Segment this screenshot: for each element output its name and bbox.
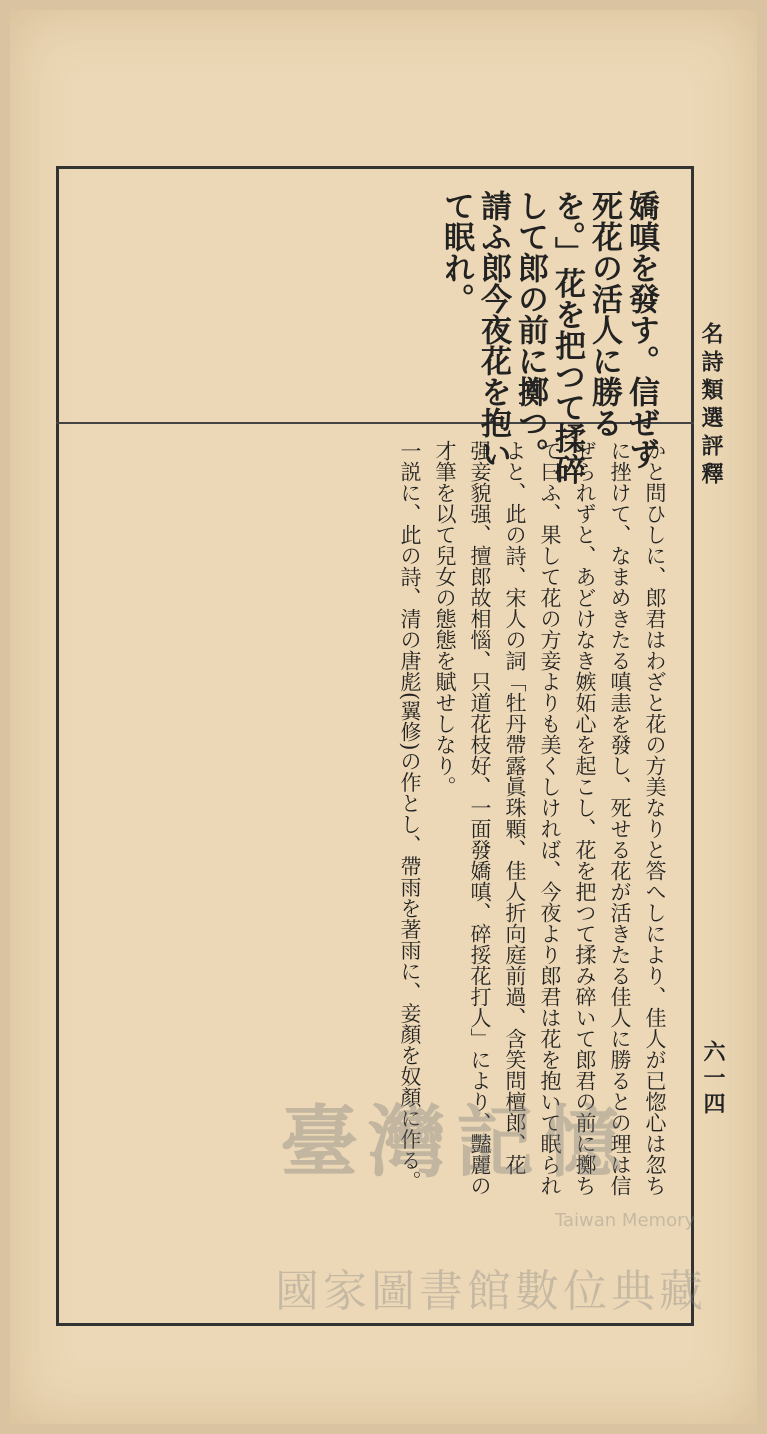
watermark-english: Taiwan Memory: [555, 1210, 696, 1231]
commentary-line: かと問ひしに、郎君はわざと花の方美なりと答へしにより、佳人が已惚心は忽ち: [643, 440, 667, 1196]
commentary-line: 才筆を以て兒女の態態を賦せしなり。: [433, 440, 457, 797]
poem-line: 嬌嗔を發す。信ぜず: [623, 190, 659, 469]
poem-line: を。」花を把つて揉碎: [549, 190, 585, 485]
commentary-line: に挫けて、なまめきたる嗔恚を發し、死せる花が活きたる佳人に勝るとの理は信: [608, 440, 632, 1196]
page-number: 六一四: [700, 1040, 726, 1118]
commentary-line: て曰ふ、果して花の方妾よりも美くしければ、今夜より郎君は花を抱いて眠られ: [538, 440, 562, 1196]
library-stamp-logo: [280, 1080, 632, 1192]
commentary-line: よと、此の詩、宋人の詞「牡丹帶露眞珠顆、佳人折向庭前過、含笑問檀郎、花: [503, 440, 527, 1175]
poem-line: 死花の活人に勝る: [586, 190, 622, 438]
stamp-text: 臺灣記憶: [280, 1097, 633, 1188]
commentary-line: 强妾貌强、擅郎故相惱、只道花枝好、一面發嬌嗔、碎挼花打人」により、豔麗の: [468, 440, 492, 1196]
commentary-line: 一説に、此の詩、清の唐彪(翼修)の作とし、帶雨を著雨に、妾顏を奴顏に作る。: [398, 440, 422, 1192]
poem-line: して郎の前に擲つ。: [512, 190, 548, 469]
poem-line: て眠れ。: [438, 190, 474, 314]
commentary-line: ぜられずと、あどけなき嫉妬心を起こし、花を把つて揉み碎いて郎君の前に擲ち: [573, 440, 597, 1196]
watermark-text: 國家圖書館數位典藏: [275, 1266, 707, 1317]
poem-line: 請ふ郎今夜花を抱い: [475, 190, 511, 469]
running-title: 名詩類選評釋: [698, 322, 724, 490]
